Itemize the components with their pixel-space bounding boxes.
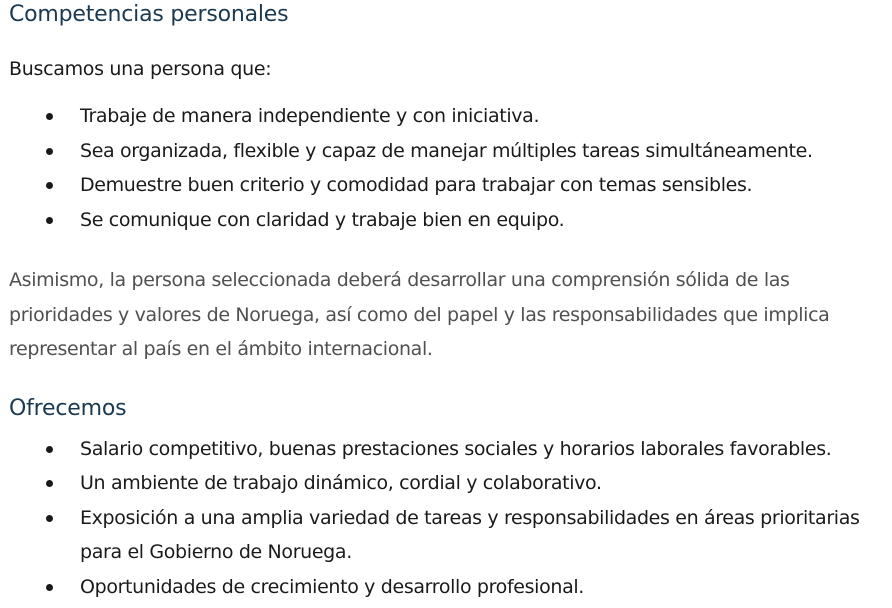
bullet-icon <box>46 148 53 155</box>
bullet-icon <box>46 584 53 591</box>
bullet-icon <box>46 113 53 120</box>
list-item <box>9 466 892 501</box>
list-item-text: Oportunidades de crecimiento y desarrollo profesional. <box>80 575 584 598</box>
ofrecemos-list <box>9 432 892 605</box>
list-item-text: Salario competitivo, buenas prestaciones sociales y horarios laborales favorables. <box>80 437 832 460</box>
list-item <box>9 432 892 467</box>
competencias-intro: Buscamos una persona que: <box>9 58 272 80</box>
list-item <box>9 99 892 134</box>
list-item <box>9 168 892 203</box>
list-item-text: Sea organizada, flexible y capaz de manejar múltiples tareas simultáneamente. <box>80 139 813 162</box>
competencias-paragraph: Asimismo, la persona seleccionada deberá desarrollar una comprensión sólida de las prioridades y valores de Noruega, así como del papel y las responsabilidades que implica representar al país en el ámbito internacional. <box>9 269 830 360</box>
list-item-text: Un ambiente de trabajo dinámico, cordial y colaborativo. <box>80 472 602 494</box>
list-item <box>9 134 892 169</box>
list-item-text: Trabaje de manera independiente y con iniciativa. <box>80 105 540 127</box>
bullet-icon <box>46 217 53 224</box>
list-item <box>9 501 892 570</box>
ofrecemos-heading: Ofrecemos <box>9 395 127 421</box>
bullet-icon <box>46 515 53 522</box>
list-item <box>9 570 892 605</box>
list-item-text: Demuestre buen criterio y comodidad para trabajar con temas sensibles. <box>80 174 753 196</box>
list-item-text: Se comunique con claridad y trabaje bien en equipo. <box>80 208 565 231</box>
bullet-icon <box>46 182 53 189</box>
list-item-text: Exposición a una amplia variedad de tareas y responsabilidades en áreas prioritarias para el Gobierno de Noruega. <box>80 506 860 563</box>
bullet-icon <box>46 480 53 487</box>
competencias-heading: Competencias personales <box>9 2 289 27</box>
list-item <box>9 203 892 238</box>
bullet-icon <box>46 446 53 453</box>
competencias-list <box>9 99 892 237</box>
